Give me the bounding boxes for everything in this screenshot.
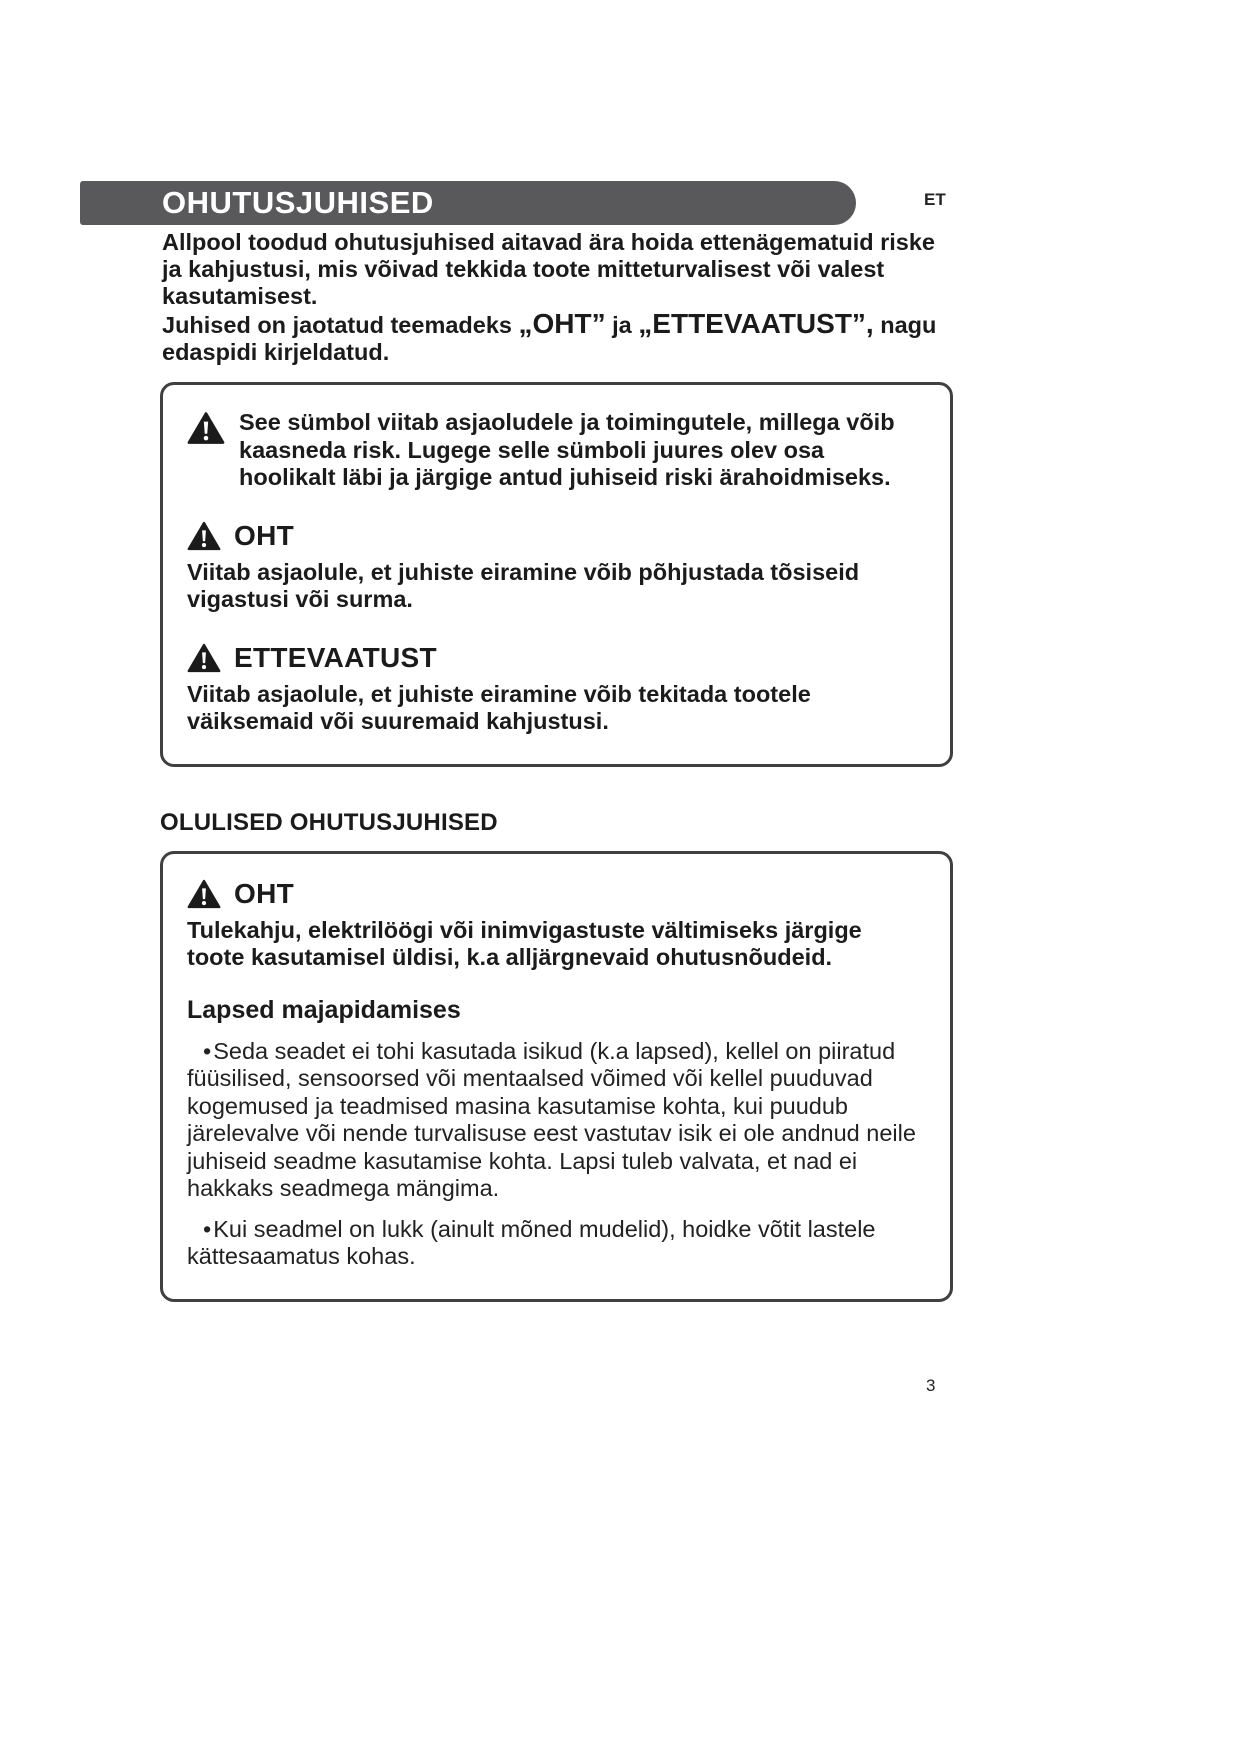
danger-general-text: Tulekahju, elektrilöögi või inimvigastuste vältimiseks järgige toote kasutamisel üldisi, k.a alljärgnevaid ohutusnõudeid. [187, 916, 862, 970]
intro-p2-mid: ja [612, 312, 632, 338]
warning-triangle-icon [187, 879, 221, 909]
warning-triangle-icon [187, 521, 221, 551]
danger-title: OHT [234, 519, 295, 551]
danger-instructions-box [160, 851, 953, 1302]
danger-heading [187, 520, 924, 552]
danger-term: „OHT” [518, 308, 606, 339]
danger-title: OHT [234, 877, 295, 909]
list-item: • Seda seadet ei tohi kasutada isikud (k.a lapsed), kellel on piiratud füüsilised, sensoorsed või mentaalsed võimed või kellel puuduvad kogemused ja teadmised masina kasutamise kohta, kui puudub järelevalve või nende turvalisuse eest vastutav isik ei ole andnud neile juhiseid seadme kasutamise kohta. Lapsi tuleb valvata, et nad ei hakkaks seadmega mängima. [187, 1038, 924, 1203]
language-code: ET [924, 190, 946, 209]
intro-text [160, 229, 953, 366]
intro-paragraph-2 [162, 310, 953, 366]
warning-triangle-icon [187, 643, 221, 673]
children-subheading: Lapsed majapidamises [187, 995, 461, 1024]
list-item: • Kui seadmel on lukk (ainult mõned mudelid), hoidke võtit lastele kättesaamatus kohas. [187, 1216, 924, 1271]
page-title: OHUTUSJUHISED [162, 185, 434, 220]
important-instructions-heading: OLULISED OHUTUSJUHISED [160, 808, 498, 836]
page-number: 3 [926, 1376, 936, 1395]
symbol-definition-box [160, 382, 953, 767]
caution-heading [187, 642, 924, 674]
intro-paragraph-1: Allpool toodud ohutusjuhised aitavad ära hoida ettenägematuid riske ja kahjustusi, mis võivad tekkida toote mitteturvalisest või valest kasutamisest. [162, 229, 935, 309]
document-content [160, 229, 953, 1302]
section-title-bar [80, 181, 856, 225]
danger-description: Viitab asjaolule, et juhiste eiramine võib põhjustada tõsiseid vigastusi või surma. [187, 558, 860, 612]
caution-description: Viitab asjaolule, et juhiste eiramine võib tekitada tootele väiksemaid või suuremaid kahjustusi. [187, 680, 811, 734]
danger-heading [187, 878, 924, 910]
intro-p2-suffix: nagu edaspidi kirjeldatud. [162, 312, 937, 365]
symbol-note-text: See sümbol viitab asjaoludele ja toimingutele, millega võib kaasneda risk. Lugege selle sümboli juures olev osa hoolikalt läbi ja järgige antud juhiseid riski ärahoidmiseks. [239, 409, 895, 490]
caution-term: „ETTEVAATUST”, [638, 308, 874, 339]
warning-triangle-icon [187, 411, 225, 445]
caution-title: ETTEVAATUST [234, 641, 437, 673]
symbol-note-row [187, 409, 924, 492]
intro-p2-prefix: Juhised on jaotatud teemadeks [162, 312, 512, 338]
